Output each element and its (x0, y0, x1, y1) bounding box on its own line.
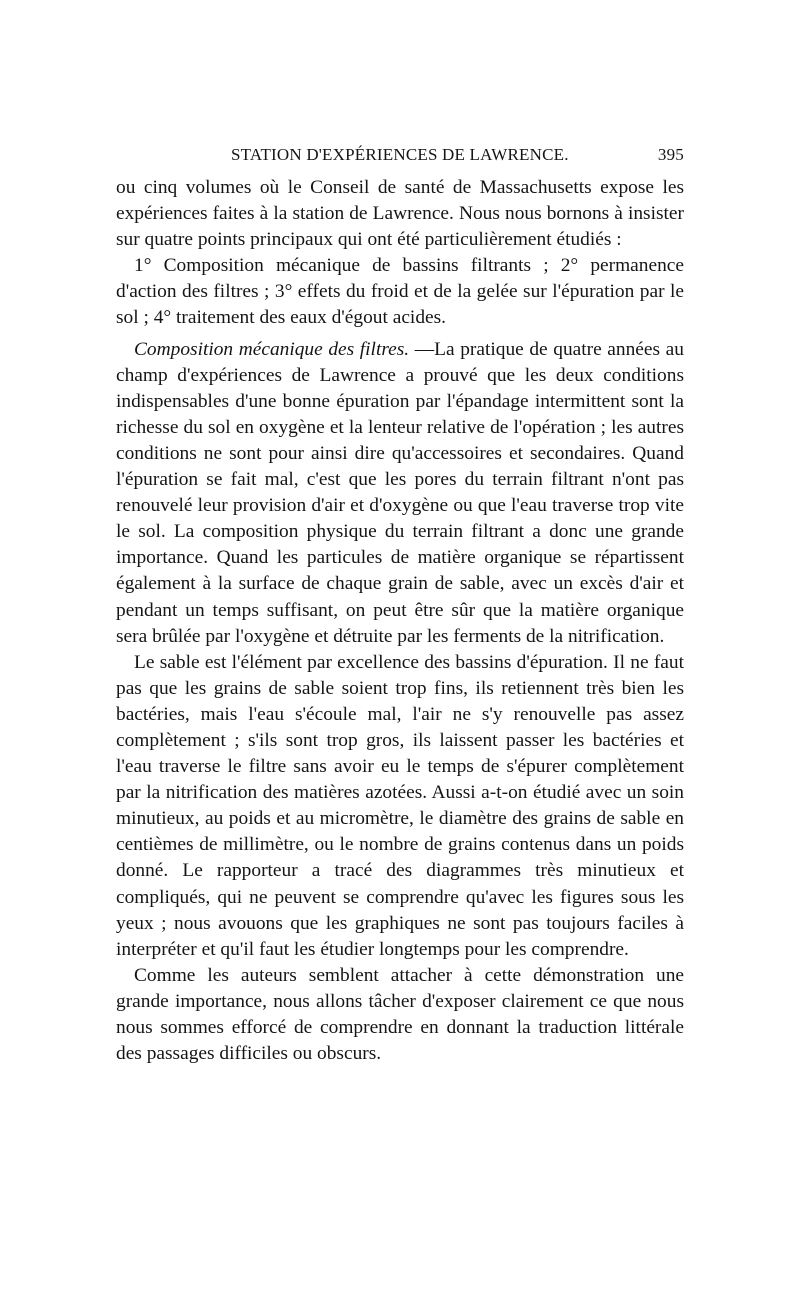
paragraph-sand: Le sable est l'élément par excellence des bassins d'épuration. Il ne faut pas que les grains de sable soient trop fins, ils retiennent très bien les bactéries, mais l'eau s'écoule mal, l'air ne s'y renouvelle pas assez complètement ; s'ils sont trop gros, ils laissent passer les bactéries et l'eau traverse le filtre sans avoir eu le temps de s'épurer complètement par la nitrification des matières azotées. Aussi a-t-on étudié avec un soin minutieux, au poids et au micromètre, le diamètre des grains de sable en centièmes de millimètre, ou le nombre de grains contenus dans un poids donné. Le rapporteur a tracé des diagrammes très minutieux et compliqués, qui ne peuvent se comprendre qu'avec les figures sous les yeux ; nous avouons que les graphiques ne sont pas toujours faciles à interpréter et qu'il faut les étudier longtemps pour les comprendre. (116, 651, 684, 960)
body-text (116, 175, 684, 1067)
section-run-in-heading: Composition mécanique des filtres. (134, 338, 410, 360)
paragraph-enumeration: 1° Composition mécanique de bassins filtrants ; 2° permanence d'action des filtres ; 3° effets du froid et de la gelée sur l'épuration par le sol ; 4° traitement des eaux d'égout acides. (116, 255, 684, 329)
paragraph-composition (116, 337, 684, 650)
page-number: 395 (657, 145, 684, 164)
running-head (118, 145, 684, 169)
paragraph-composition-text: —La pratique de quatre années au champ d'expériences de Lawrence a prouvé que les deux conditions indispensables d'une bonne épuration par l'épandage intermittent sont la richesse du sol en oxygène et la lenteur relative de l'opération ; les autres conditions ne sont pour ainsi dire qu'accessoires et secondaires. Quand l'épuration se fait mal, c'est que les pores du terrain filtrant n'ont pas renouvelé leur provision d'air et d'oxygène ou que l'eau traverse trop vite le sol. La composition physique du terrain filtrant a donc une grande importance. Quand les particules de matière organique se répartissent également à la surface de chaque grain de sable, avec un excès d'air et pendant un temps suffisant, on peut être sûr que la matière organique sera brûlée par l'oxygène et détruite par les ferments de la nitrification. (116, 338, 684, 647)
paragraph-continuation: ou cinq volumes où le Conseil de santé de Massachusetts expose les expériences faites à la station de Lawrence. Nous nous bornons à insister sur quatre points principaux qui ont été particulièrement étudiés : (116, 177, 684, 251)
running-title: STATION D'EXPÉRIENCES DE LAWRENCE. (231, 145, 569, 164)
paragraph-translation: Comme les auteurs semblent attacher à cette démonstration une grande importance, nous allons tâcher d'exposer clairement ce que nous nous sommes efforcé de comprendre en donnant la traduction littérale des passages difficiles ou obscurs. (116, 964, 684, 1065)
